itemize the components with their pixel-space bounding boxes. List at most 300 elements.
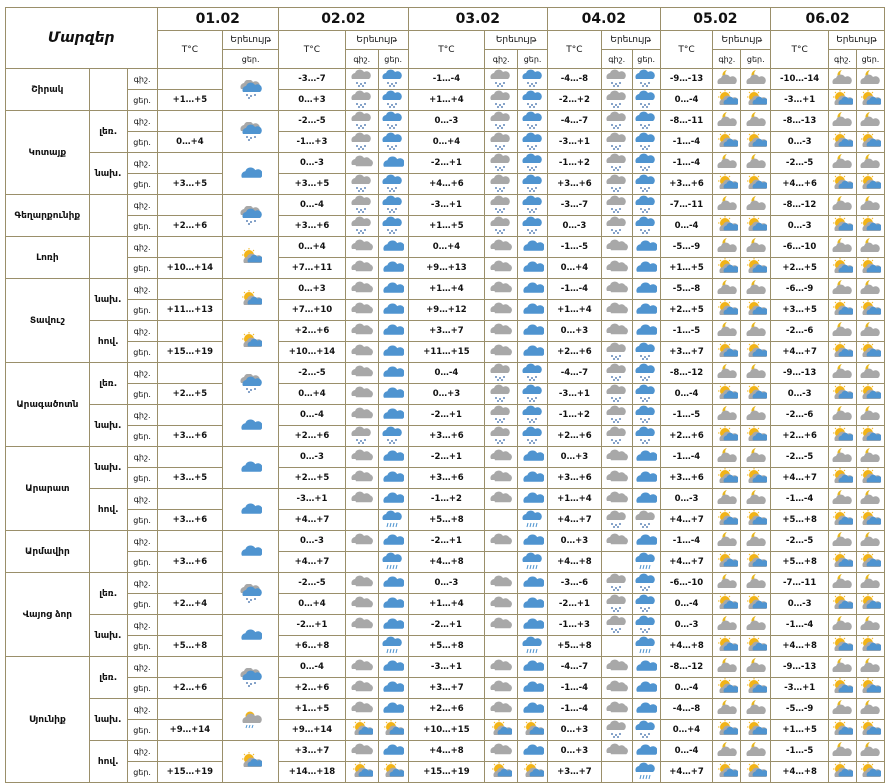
moon-cloud-icon	[713, 531, 741, 552]
cloudy-icon	[518, 489, 548, 510]
region-name: Կոտայք	[6, 111, 90, 195]
table-row	[6, 321, 885, 342]
cloud-icon	[345, 258, 378, 279]
temperature-range: +2…+6	[279, 426, 346, 447]
temperature-range: +1…+5	[660, 258, 713, 279]
temperature-range: +4…+7	[548, 510, 602, 531]
cloud-snow-icon	[378, 174, 408, 195]
forecast-table	[5, 7, 885, 783]
cloudy-icon	[601, 531, 632, 552]
partly-sunny-icon	[856, 468, 884, 489]
moon-cloud-icon	[713, 321, 741, 342]
partly-sunny-icon	[829, 552, 857, 573]
moon-cloud-icon	[829, 531, 857, 552]
cloud-snow-icon	[345, 195, 378, 216]
temperature-range: -3…+1	[548, 132, 602, 153]
temperature-range: 0…-3	[660, 489, 713, 510]
cloudy-icon	[601, 489, 632, 510]
cloud-rain-icon	[485, 552, 518, 573]
temperature-range: -1…-4	[548, 678, 602, 699]
cloudy-icon	[378, 279, 408, 300]
subregion-label: լեռ.	[89, 657, 127, 699]
temperature-range: -5…-9	[660, 237, 713, 258]
temperature-range: +3…+6	[660, 468, 713, 489]
cloudy-icon	[378, 237, 408, 258]
temperature-range: 0…-4	[660, 90, 713, 111]
cloudy-icon	[485, 321, 518, 342]
time-of-day: գիշ.	[127, 363, 157, 384]
time-of-day: գիշ.	[127, 321, 157, 342]
temperature-range: 0…+4	[408, 237, 485, 258]
partly-sunny-icon	[485, 720, 518, 741]
temperature-range: 0…-3	[279, 447, 346, 468]
temperature-range: 0…-3	[548, 216, 602, 237]
partly-sunny-icon	[713, 216, 741, 237]
cloud-snow-icon	[632, 174, 660, 195]
temperature-range: -1…-4	[771, 615, 829, 636]
table-row	[6, 720, 885, 741]
moon-cloud-icon	[856, 279, 884, 300]
partly-sunny-icon	[713, 384, 741, 405]
temperature-range: +1…+5	[157, 90, 223, 111]
temperature-range: -2…+1	[408, 153, 485, 174]
cloud-snow-icon	[485, 405, 518, 426]
partly-sunny-icon	[856, 762, 884, 783]
partly-sunny-icon	[829, 678, 857, 699]
temperature-range: -4…-7	[548, 363, 602, 384]
cloudy-icon	[601, 699, 632, 720]
partly-sunny-icon	[741, 636, 771, 657]
table-row	[6, 741, 885, 762]
partly-sunny-icon	[856, 426, 884, 447]
moon-cloud-icon	[856, 699, 884, 720]
cloudy-icon	[632, 321, 660, 342]
sun-rain-icon	[223, 699, 279, 741]
partly-sunny-icon	[741, 510, 771, 531]
cloudy-icon	[485, 741, 518, 762]
temperature-range: +1…+5	[771, 720, 829, 741]
weather-subheader-day: ցեր.	[632, 50, 660, 69]
cloud-snow-icon	[378, 132, 408, 153]
weather-subheader-night: գիշ.	[829, 50, 857, 69]
cloud-snow-icon	[518, 132, 548, 153]
partly-sunny-icon	[713, 300, 741, 321]
cloud-snow-icon	[485, 153, 518, 174]
region-name: Սյունիք	[6, 657, 90, 783]
temperature-range: +3…+6	[157, 426, 223, 447]
table-row	[6, 195, 885, 216]
temperature-range: 0…-3	[408, 573, 485, 594]
cloud-icon	[223, 531, 279, 573]
temperature-range: -2…-6	[771, 321, 829, 342]
partly-sunny-icon	[829, 90, 857, 111]
time-of-day: ցեր.	[127, 594, 157, 615]
temperature-range: -1…-5	[771, 741, 829, 762]
weather-subheader-day: ցեր.	[741, 50, 771, 69]
temperature-range: 0…+3	[548, 720, 602, 741]
temperature-range: 0…+4	[279, 594, 346, 615]
subregion-label: լեռ.	[89, 573, 127, 615]
moon-cloud-icon	[856, 153, 884, 174]
temperature-range: +3…+6	[408, 426, 485, 447]
temperature-range: +3…+5	[279, 174, 346, 195]
temperature-range: +3…+6	[408, 468, 485, 489]
partly-sunny-icon	[518, 720, 548, 741]
temperature-range: -2…-5	[279, 573, 346, 594]
moon-cloud-icon	[829, 279, 857, 300]
subregion-label: նախ.	[89, 279, 127, 321]
temperature-range: +2…+6	[771, 426, 829, 447]
moon-cloud-icon	[741, 657, 771, 678]
cloudy-icon	[632, 279, 660, 300]
partly-sunny-icon	[856, 510, 884, 531]
temperature-range: 0…-4	[660, 216, 713, 237]
moon-cloud-icon	[856, 69, 884, 90]
table-row	[6, 468, 885, 489]
time-of-day: գիշ.	[127, 69, 157, 90]
temperature-range: -3…+1	[771, 90, 829, 111]
temperature-range: +11…+15	[408, 342, 485, 363]
cloudy-icon	[632, 447, 660, 468]
temperature-range: +5…+8	[771, 552, 829, 573]
temperature-range: -2…-6	[771, 405, 829, 426]
cloudy-icon	[601, 447, 632, 468]
cloudy-icon	[485, 699, 518, 720]
time-of-day: գիշ.	[127, 699, 157, 720]
temperature-range: +4…+7	[771, 468, 829, 489]
temperature-range: 0…+4	[408, 132, 485, 153]
temperature-range: -1…+3	[548, 615, 602, 636]
cloud-snow-icon	[601, 384, 632, 405]
moon-cloud-icon	[713, 69, 741, 90]
temperature-range: +3…+6	[548, 468, 602, 489]
cloud-snow-icon	[601, 342, 632, 363]
date-header: 03.02	[408, 8, 547, 31]
cloud-snow-icon	[632, 363, 660, 384]
table-row	[6, 153, 885, 174]
partly-sunny-icon	[741, 762, 771, 783]
moon-cloud-icon	[713, 405, 741, 426]
partly-sunny-icon	[829, 426, 857, 447]
temperature-range: -3…+1	[408, 195, 485, 216]
cloudy-icon	[485, 615, 518, 636]
table-row	[6, 531, 885, 552]
cloudy-icon	[378, 363, 408, 384]
temperature-range: 0…-3	[279, 153, 346, 174]
moon-cloud-icon	[713, 573, 741, 594]
time-of-day: ցեր.	[127, 678, 157, 699]
temperature-range: +2…+6	[279, 321, 346, 342]
cloudy-icon	[345, 489, 378, 510]
temperature-range: +5…+8	[157, 636, 223, 657]
temperature-range: 0…-3	[771, 132, 829, 153]
weather-subheader-day: ցեր.	[518, 50, 548, 69]
cloud-icon	[378, 258, 408, 279]
time-of-day: գիշ.	[127, 489, 157, 510]
cloud-rain-icon	[518, 552, 548, 573]
table-row	[6, 237, 885, 258]
cloudy-icon	[345, 615, 378, 636]
partly-sunny-icon	[741, 468, 771, 489]
table-row	[6, 279, 885, 300]
table-row	[6, 342, 885, 363]
partly-sunny-icon	[856, 342, 884, 363]
moon-cloud-icon	[713, 657, 741, 678]
time-of-day: գիշ.	[127, 657, 157, 678]
cloud-snow-icon	[485, 90, 518, 111]
temperature-range	[157, 279, 223, 300]
cloudy-icon	[518, 699, 548, 720]
moon-cloud-icon	[713, 363, 741, 384]
cloud-snow-icon	[485, 426, 518, 447]
cloudy-icon	[378, 405, 408, 426]
moon-cloud-icon	[741, 447, 771, 468]
time-of-day: գիշ.	[127, 405, 157, 426]
temperature-range: +9…+13	[408, 258, 485, 279]
date-header: 05.02	[660, 8, 771, 31]
partly-sunny-icon	[741, 90, 771, 111]
cloud-icon	[485, 258, 518, 279]
cloud-snow-icon	[601, 132, 632, 153]
moon-cloud-icon	[741, 69, 771, 90]
cloud-icon	[345, 342, 378, 363]
weather-header: Երեւույթ	[601, 31, 660, 50]
time-of-day: ցեր.	[127, 258, 157, 279]
region-name: Վայոց ձոր	[6, 573, 90, 657]
temperature-range: 0…-3	[279, 531, 346, 552]
temperature-range: +4…+6	[408, 174, 485, 195]
temperature-range: +3…+6	[660, 174, 713, 195]
moon-cloud-icon	[829, 699, 857, 720]
temperature-range	[157, 195, 223, 216]
temperature-range: +2…+6	[548, 426, 602, 447]
cloud-rain-icon	[485, 636, 518, 657]
cloudy-icon	[345, 279, 378, 300]
cloud-rain-icon	[518, 510, 548, 531]
cloudy-icon	[632, 657, 660, 678]
time-of-day: գիշ.	[127, 279, 157, 300]
cloud-rain-icon	[345, 636, 378, 657]
temperature-range: +4…+8	[771, 636, 829, 657]
subregion-label	[89, 531, 127, 573]
time-of-day: ցեր.	[127, 720, 157, 741]
cloudy-icon	[345, 363, 378, 384]
temp-header: T°C	[771, 31, 829, 69]
cloud-snow-icon	[632, 153, 660, 174]
cloud-icon	[485, 678, 518, 699]
temperature-range: 0…+3	[548, 321, 602, 342]
partly-sunny-icon	[829, 468, 857, 489]
time-of-day: գիշ.	[127, 237, 157, 258]
subregion-label: նախ.	[89, 699, 127, 741]
temperature-range: +4…+8	[408, 741, 485, 762]
partly-sunny-icon	[829, 720, 857, 741]
temperature-range: -1…-4	[771, 489, 829, 510]
temperature-range: -4…-8	[548, 69, 602, 90]
temperature-range: -4…-7	[548, 111, 602, 132]
temperature-range: +5…+8	[548, 636, 602, 657]
cloud-icon	[601, 678, 632, 699]
moon-cloud-icon	[856, 447, 884, 468]
temperature-range: -2…+1	[408, 531, 485, 552]
temperature-range	[157, 741, 223, 762]
temp-header: T°C	[660, 31, 713, 69]
moon-cloud-icon	[856, 657, 884, 678]
moon-cloud-icon	[856, 363, 884, 384]
partly-sunny-icon	[741, 174, 771, 195]
cloud-icon	[378, 594, 408, 615]
moon-cloud-icon	[829, 447, 857, 468]
partly-sunny-icon	[713, 678, 741, 699]
moon-cloud-icon	[829, 573, 857, 594]
cloud-snow-icon	[378, 216, 408, 237]
time-of-day: ցեր.	[127, 174, 157, 195]
temperature-range: -3…-6	[548, 573, 602, 594]
table-row	[6, 615, 885, 636]
temperature-range: -8…-11	[660, 111, 713, 132]
cloud-snow-icon	[345, 111, 378, 132]
weather-header: Երեւույթ	[345, 31, 408, 50]
partly-sunny-icon	[829, 300, 857, 321]
table-row	[6, 447, 885, 468]
weather-subheader-night: գիշ.	[713, 50, 741, 69]
table-row	[6, 90, 885, 111]
moon-cloud-icon	[741, 153, 771, 174]
temperature-range: 0…-4	[660, 741, 713, 762]
partly-sunny-icon	[713, 594, 741, 615]
moon-cloud-icon	[829, 489, 857, 510]
moon-cloud-icon	[713, 153, 741, 174]
cloud-snow-icon	[378, 90, 408, 111]
cloudy-icon	[632, 699, 660, 720]
cloud-icon	[518, 342, 548, 363]
cloud-icon	[378, 678, 408, 699]
temperature-range: -1…+2	[408, 489, 485, 510]
time-of-day: ցեր.	[127, 90, 157, 111]
temperature-range: +4…+7	[660, 510, 713, 531]
temperature-range: 0…-4	[279, 657, 346, 678]
partly-sunny-icon	[856, 636, 884, 657]
moon-cloud-icon	[713, 111, 741, 132]
cloud-rain-icon	[345, 552, 378, 573]
cloud-rain-icon	[378, 552, 408, 573]
cloud-snow-icon	[601, 195, 632, 216]
cloudy-icon	[518, 657, 548, 678]
temperature-range: -1…-4	[660, 531, 713, 552]
cloud-snow-icon	[485, 69, 518, 90]
temperature-range: 0…-4	[660, 678, 713, 699]
cloud-snow-icon	[632, 216, 660, 237]
temperature-range: 0…+4	[660, 720, 713, 741]
time-of-day: ցեր.	[127, 132, 157, 153]
moon-cloud-icon	[829, 405, 857, 426]
cloud-icon	[632, 678, 660, 699]
cloud-icon	[345, 300, 378, 321]
temperature-range: +1…+4	[408, 594, 485, 615]
temperature-range: -2…+2	[548, 90, 602, 111]
temperature-range: +2…+5	[279, 468, 346, 489]
cloudy-icon	[632, 531, 660, 552]
cloudy-icon	[518, 615, 548, 636]
partly-sunny-icon	[829, 510, 857, 531]
cloudy-icon	[518, 741, 548, 762]
temperature-range: +3…+5	[771, 300, 829, 321]
moon-cloud-icon	[713, 489, 741, 510]
temperature-range	[157, 321, 223, 342]
cloud-snow-icon	[378, 111, 408, 132]
temperature-range: +9…+14	[157, 720, 223, 741]
region-name: Լոռի	[6, 237, 90, 279]
temperature-range: -3…+1	[279, 489, 346, 510]
cloud-snow-icon	[378, 426, 408, 447]
partly-sunny-icon	[713, 342, 741, 363]
cloud-rain-icon	[632, 636, 660, 657]
moon-cloud-icon	[829, 111, 857, 132]
moon-cloud-icon	[713, 699, 741, 720]
temperature-range: 0…+3	[548, 447, 602, 468]
cloudy-icon	[632, 237, 660, 258]
partly-sunny-icon	[829, 594, 857, 615]
cloud-snow-icon	[518, 405, 548, 426]
cloud-icon	[223, 489, 279, 531]
time-of-day: գիշ.	[127, 111, 157, 132]
weather-subheader-night: գիշ.	[601, 50, 632, 69]
temp-header: T°C	[548, 31, 602, 69]
temperature-range: +3…+6	[157, 552, 223, 573]
cloudy-icon	[378, 699, 408, 720]
temperature-range: +4…+8	[660, 636, 713, 657]
time-of-day: ցեր.	[127, 384, 157, 405]
temperature-range: 0…+3	[279, 279, 346, 300]
cloudy-icon	[378, 321, 408, 342]
partly-sunny-icon	[741, 678, 771, 699]
temperature-range: -1…-4	[548, 279, 602, 300]
temperature-range: 0…-3	[771, 594, 829, 615]
temperature-range	[157, 153, 223, 174]
partly-sunny-icon	[713, 636, 741, 657]
cloud-snow-icon	[601, 69, 632, 90]
cloudy-icon	[485, 237, 518, 258]
cloud-icon	[518, 678, 548, 699]
partly-sunny-icon	[741, 342, 771, 363]
temperature-range: +4…+6	[771, 174, 829, 195]
cloud-icon	[378, 300, 408, 321]
cloud-snow-icon	[632, 384, 660, 405]
time-of-day: գիշ.	[127, 447, 157, 468]
cloud-icon	[345, 468, 378, 489]
cloud-icon	[601, 468, 632, 489]
temp-header: T°C	[279, 31, 346, 69]
time-of-day: ցեր.	[127, 216, 157, 237]
weather-subheader-day: ցեր.	[378, 50, 408, 69]
temperature-range: +9…+14	[279, 720, 346, 741]
moon-cloud-icon	[713, 615, 741, 636]
subregion-label: լեռ.	[89, 111, 127, 153]
cloud-snow-icon	[632, 720, 660, 741]
temperature-range: -6…-10	[660, 573, 713, 594]
cloud-snow-icon	[345, 132, 378, 153]
moon-cloud-icon	[856, 573, 884, 594]
temperature-range: -7…-11	[771, 573, 829, 594]
partly-sunny-icon	[518, 762, 548, 783]
cloud-snow-icon	[632, 405, 660, 426]
cloud-rain-icon	[632, 762, 660, 783]
cloud-icon	[518, 258, 548, 279]
cloud-snow-icon	[518, 216, 548, 237]
temperature-range: 0…-4	[408, 363, 485, 384]
cloudy-icon	[485, 447, 518, 468]
cloudy-icon	[378, 573, 408, 594]
